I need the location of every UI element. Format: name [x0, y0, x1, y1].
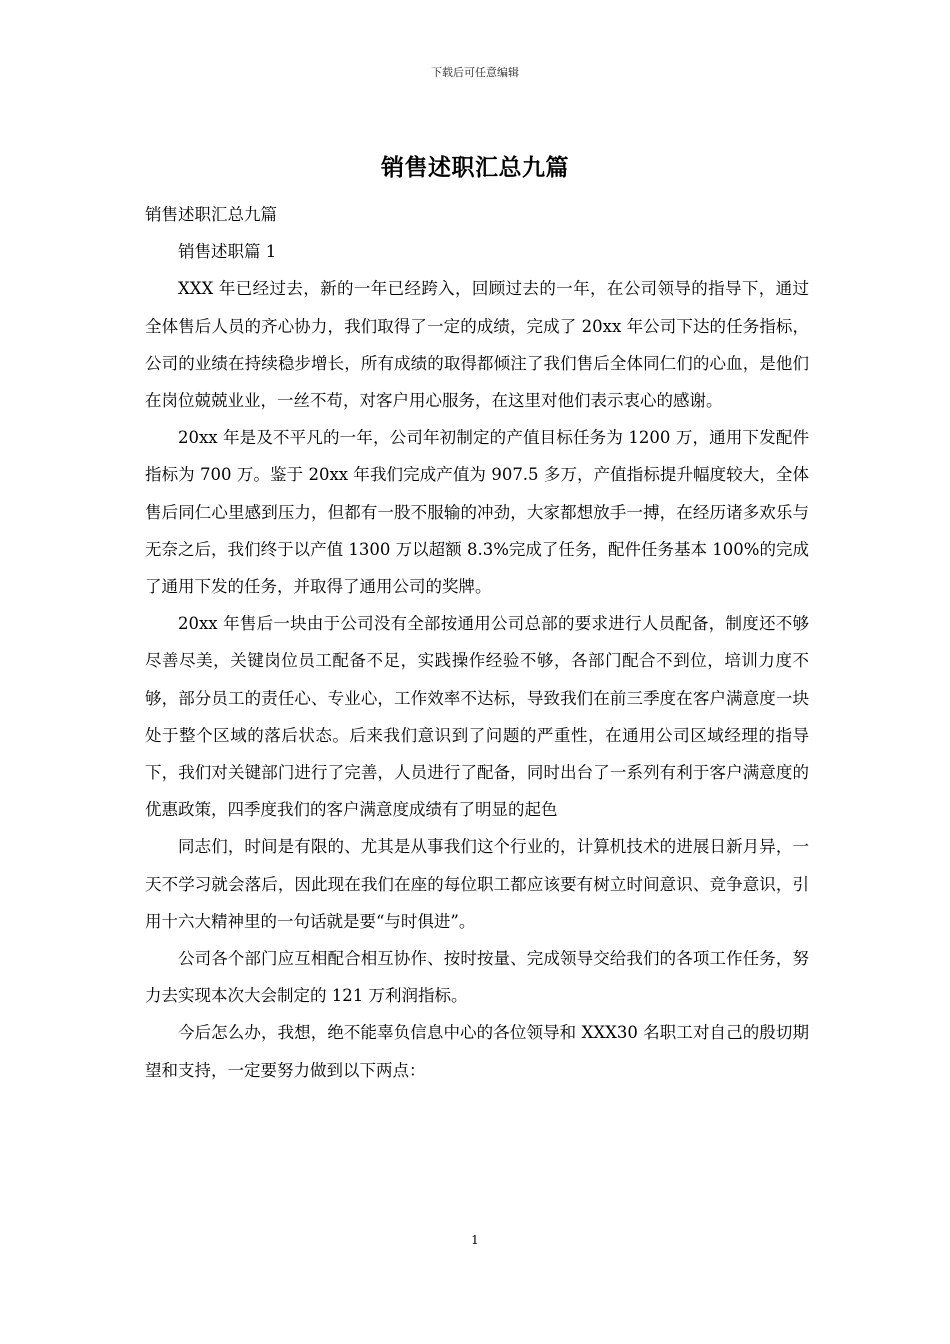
page-number: 1	[471, 1233, 479, 1247]
section-heading: 销售述职篇 1	[178, 242, 277, 262]
paragraph-5: 公司各个部门应互相配合相互协作、按时按量、完成领导交给我们的各项工作任务，努力去实现本次大会制定的 121 万利润指标。	[145, 949, 809, 1006]
header-note: 下载后可任意编辑	[431, 66, 519, 79]
document-title: 销售述职汇总九篇	[381, 154, 569, 181]
paragraph-6: 今后怎么办，我想，绝不能辜负信息中心的各位领导和 XXX30 名职工对自己的殷切期望和支持，一定要努力做到以下两点：	[145, 1023, 809, 1080]
paragraph-1: XXX 年已经过去，新的一年已经跨入，回顾过去的一年，在公司领导的指导下，通过全体售后人员的齐心协力，我们取得了一定的成绩，完成了 20xx 年公司下达的任务指标，公司的业绩在持续稳步增长，所有成绩的取得都倾注了我们售后全体同仁们的心血，是他们在岗位兢兢业业，一丝不苟，对客户用心服务，在这里对他们表示衷心的感谢。	[145, 279, 809, 411]
document-body	[145, 196, 809, 1089]
paragraph-3: 20xx 年售后一块由于公司没有全部按通用公司总部的要求进行人员配备，制度还不够尽善尽美，关键岗位员工配备不足，实践操作经验不够，各部门配合不到位，培训力度不够，部分员工的责任心、专业心，工作效率不达标，导致我们在前三季度在客户满意度一块处于整个区域的落后状态。后来我们意识到了问题的严重性，在通用公司区域经理的指导下，我们对关键部门进行了完善，人员进行了配备，同时出台了一系列有利于客户满意度的优惠政策，四季度我们的客户满意度成绩有了明显的起色	[145, 614, 809, 820]
document-subtitle: 销售述职汇总九篇	[145, 205, 277, 224]
paragraph-2: 20xx 年是及不平凡的一年，公司年初制定的产值目标任务为 1200 万，通用下发配件指标为 700 万。鉴于 20xx 年我们完成产值为 907.5 多万，产值指标提升幅度较大，全体售后同仁心里感到压力，但都有一股不服输的冲劲，大家都想放手一搏，在经历诸多欢乐与无奈之后，我们终于以产值 1300 万以超额 8.3%完成了任务，配件任务基本 100%的完成了通用下发的任务，并取得了通用公司的奖牌。	[145, 428, 809, 597]
paragraph-4: 同志们，时间是有限的、尤其是从事我们这个行业的，计算机技术的进展日新月异，一天不学习就会落后，因此现在我们在座的每位职工都应该要有树立时间意识、竞争意识，引用十六大精神里的一句话就是要“与时俱进”。	[145, 837, 809, 931]
